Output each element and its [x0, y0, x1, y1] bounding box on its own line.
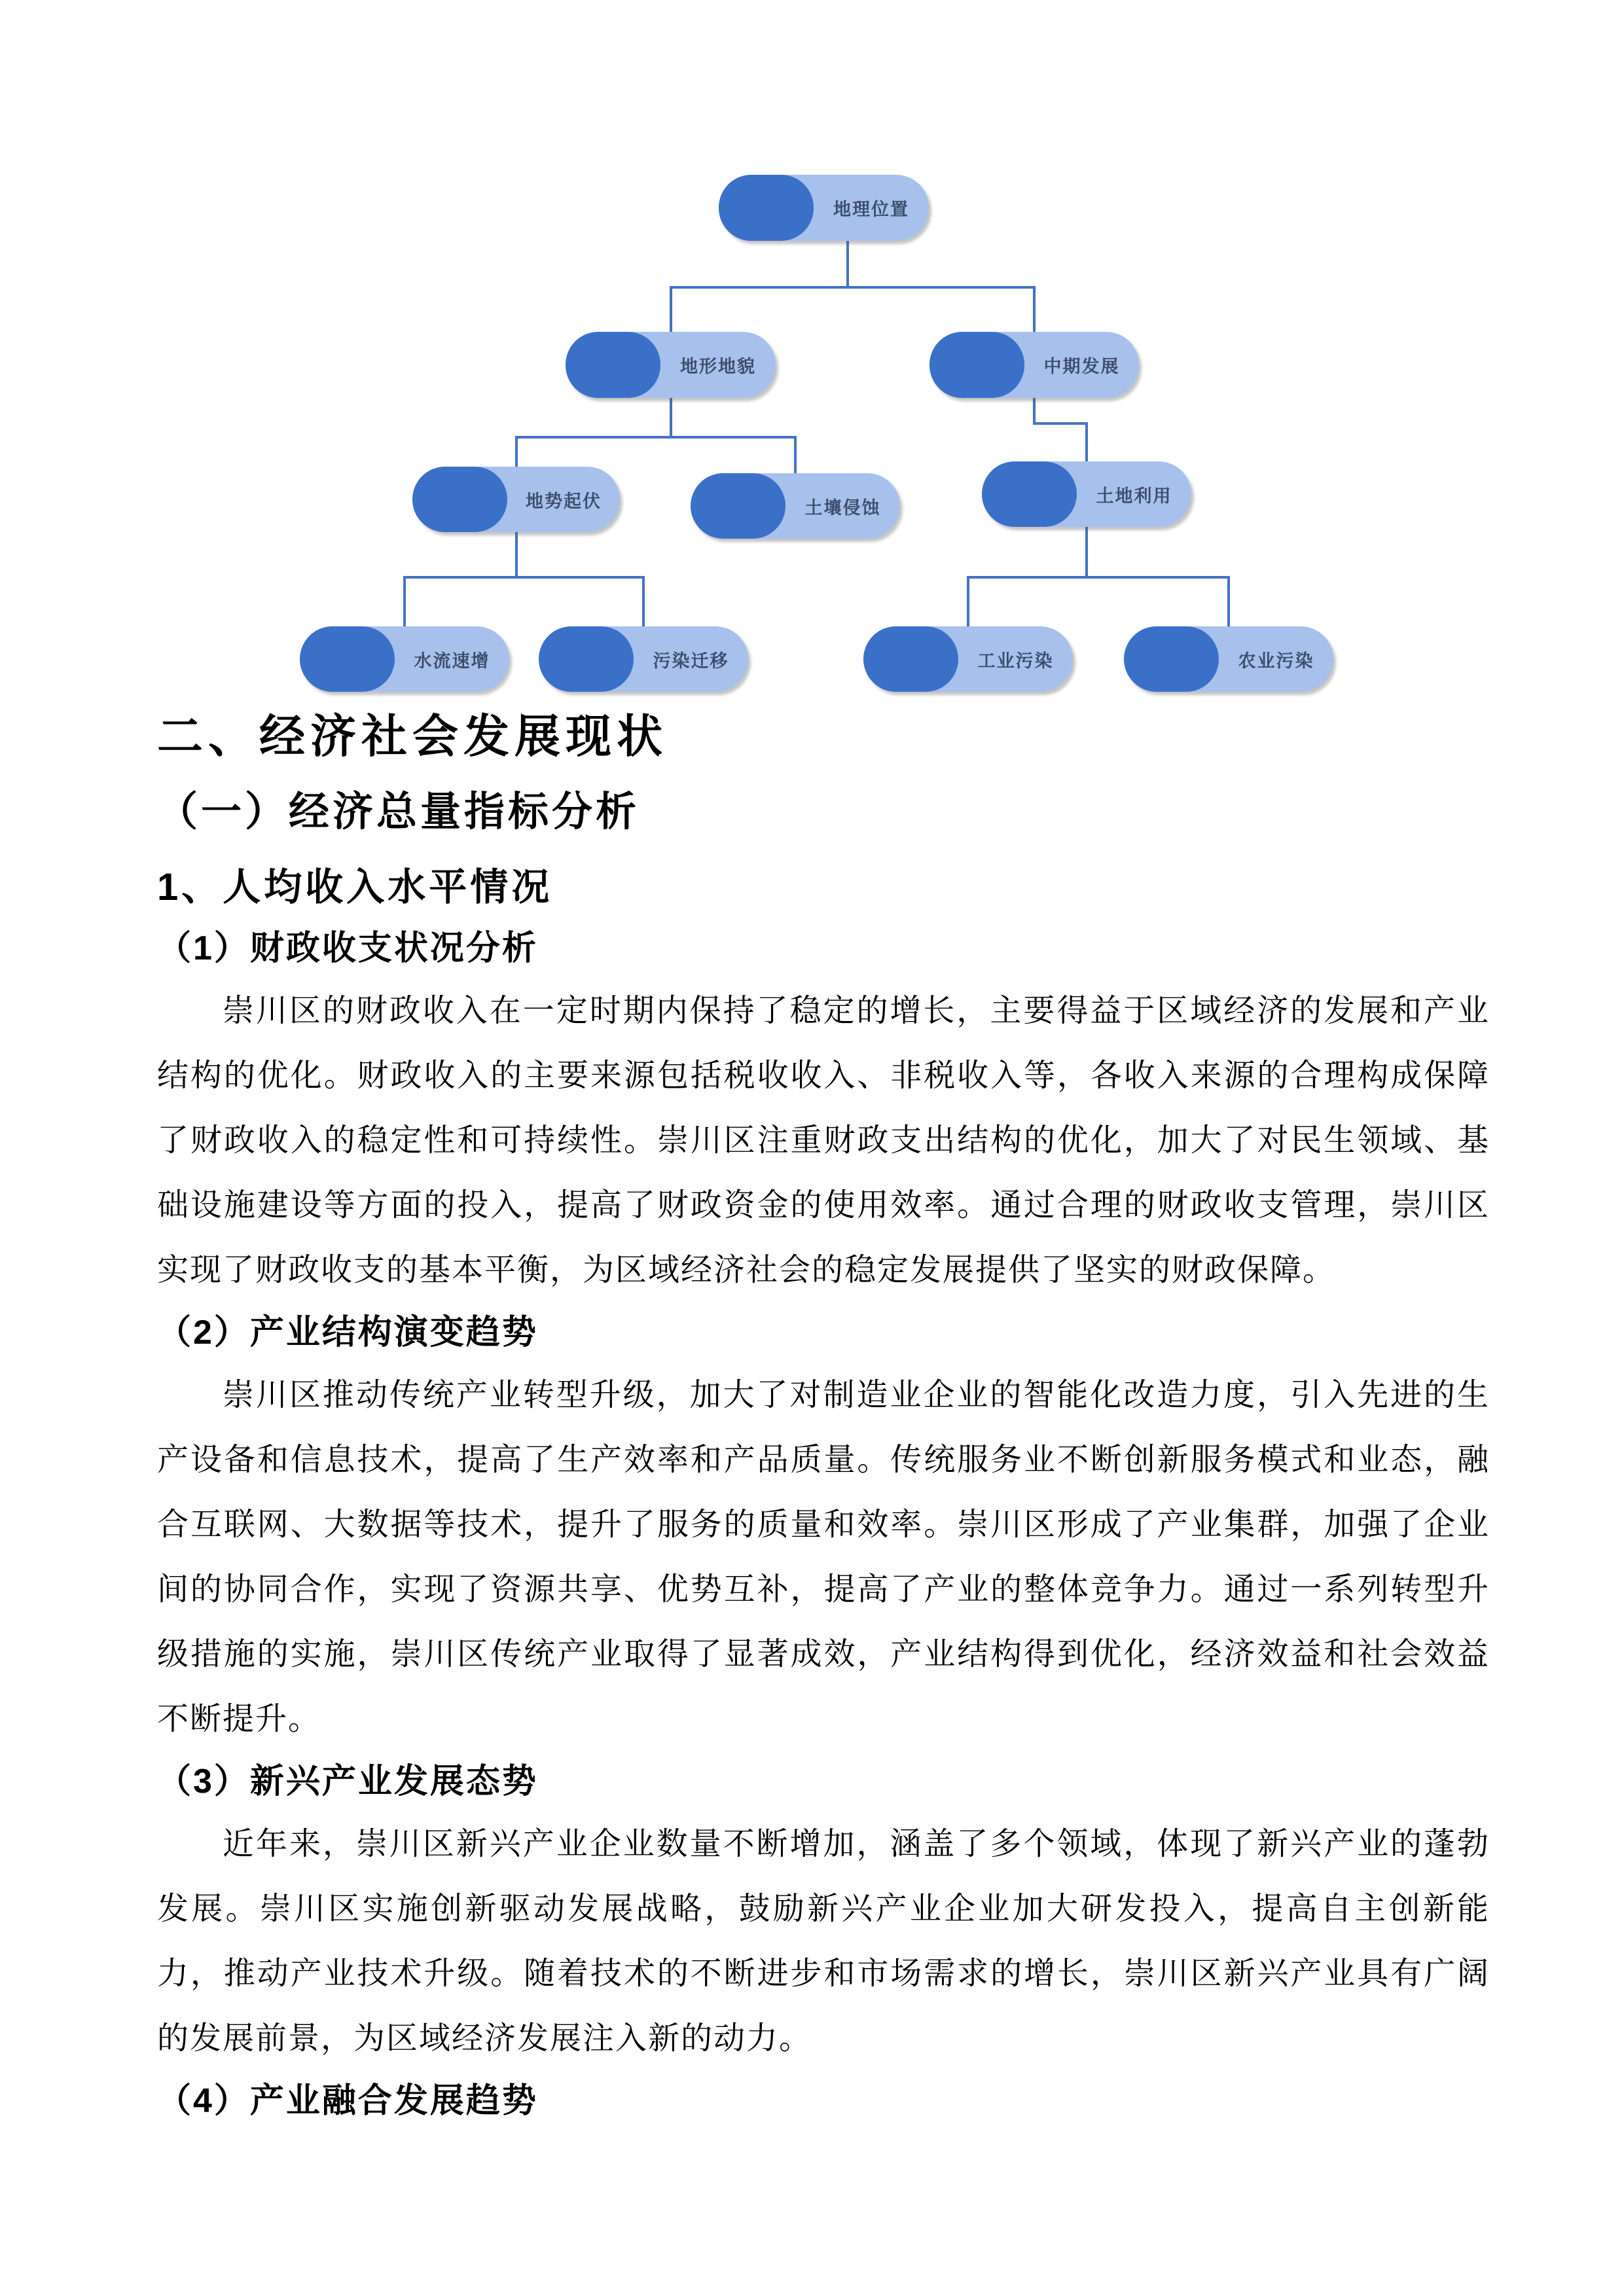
node-cap-shape [566, 332, 660, 398]
node-cap-shape [982, 461, 1077, 527]
document-body [157, 681, 1490, 2131]
connector-line [403, 576, 645, 579]
node-label: 地理位置 [833, 200, 909, 219]
diagram-node-turang [691, 473, 900, 539]
diagram-node-dixing [566, 332, 776, 398]
connector-line [794, 436, 797, 475]
connector-line [515, 436, 797, 439]
connector-line [1033, 397, 1036, 425]
connector-line [1085, 422, 1088, 463]
connector-line [846, 240, 849, 289]
subitem-heading-1: （1）财政收支状况分析 [157, 929, 538, 967]
hierarchy-diagram [0, 0, 1624, 720]
diagram-node-tudi [982, 461, 1191, 527]
node-label: 农业污染 [1238, 651, 1314, 671]
node-label: 土壤侵蚀 [804, 497, 881, 518]
connector-line [1227, 576, 1230, 628]
subitem-heading-4: （4）产业融合发展趋势 [157, 2082, 538, 2120]
diagram-node-dishi [412, 467, 620, 532]
diagram-node-root [719, 175, 929, 241]
connector-line [967, 576, 1230, 579]
connector-line [967, 576, 969, 628]
node-label: 污染迁移 [653, 651, 729, 671]
node-label: 土地利用 [1096, 486, 1172, 506]
node-cap-shape [412, 467, 507, 532]
connector-line [1033, 422, 1088, 425]
node-cap-shape [691, 473, 785, 539]
paragraph-industry: 崇川区推动传统产业转型升级，加大了对制造业企业的智能化改造力度，引入先进的生产设备和信息技术，提高了生产效率和产品质量。传统服务业不断创新服务模式和业态，融合互联网、大数据等技术，提升了服务的质量和效率。崇川区形成了产业集群，加强了企业间的协同合作，实现了资源共享、优势互补，提高了产业的整体竞争力。通过一系列转型升级措施的实施，崇川区传统产业取得了显著成效，产业结构得到优化，经济效益和社会效益不断提升。 [157, 1378, 1490, 1736]
connector-line [515, 436, 518, 468]
connector-line [403, 576, 406, 628]
subitem-heading-3: （3）新兴产业发展态势 [157, 1763, 538, 1801]
connector-line [515, 531, 518, 579]
connector-line [1085, 526, 1088, 579]
node-cap-shape [719, 175, 814, 241]
diagram-node-zhongqi [929, 332, 1139, 398]
connector-line [670, 397, 672, 439]
node-cap-shape [929, 332, 1024, 398]
node-label: 地形地貌 [680, 357, 756, 376]
item-heading: 1、人均收入水平情况 [157, 866, 553, 908]
connector-line [670, 286, 1036, 289]
connector-line [1033, 286, 1036, 333]
connector-line [670, 286, 672, 333]
node-label: 工业污染 [977, 651, 1054, 671]
node-label: 地势起伏 [526, 491, 602, 511]
subitem-heading-2: （2）产业结构演变趋势 [157, 1314, 538, 1352]
node-label: 中期发展 [1043, 357, 1120, 376]
section-heading: 二、经济社会发展现状 [157, 711, 668, 762]
paragraph-fiscal: 崇川区的财政收入在一定时期内保持了稳定的增长，主要得益于区域经济的发展和产业结构的优化。财政收入的主要来源包括税收收入、非税收入等，各收入来源的合理构成保障了财政收入的稳定性和可持续性。崇川区注重财政支出结构的优化，加大了对民生领域、基础设施建设等方面的投入，提高了财政资金的使用效率。通过合理的财政收支管理，崇川区实现了财政收支的基本平衡，为区域经济社会的稳定发展提供了坚实的财政保障。 [157, 994, 1490, 1287]
paragraph-emerging: 近年来，崇川区新兴产业企业数量不断增加，涵盖了多个领域，体现了新兴产业的蓬勃发展。崇川区实施创新驱动发展战略，鼓励新兴产业企业加大研发投入，提高自主创新能力，推动产业技术升级。随着技术的不断进步和市场需求的增长，崇川区新兴产业具有广阔的发展前景，为区域经济发展注入新的动力。 [157, 1827, 1490, 2056]
connector-line [642, 576, 645, 628]
node-label: 水流速增 [414, 651, 490, 671]
subsection-heading: （一）经济总量指标分析 [157, 789, 640, 834]
